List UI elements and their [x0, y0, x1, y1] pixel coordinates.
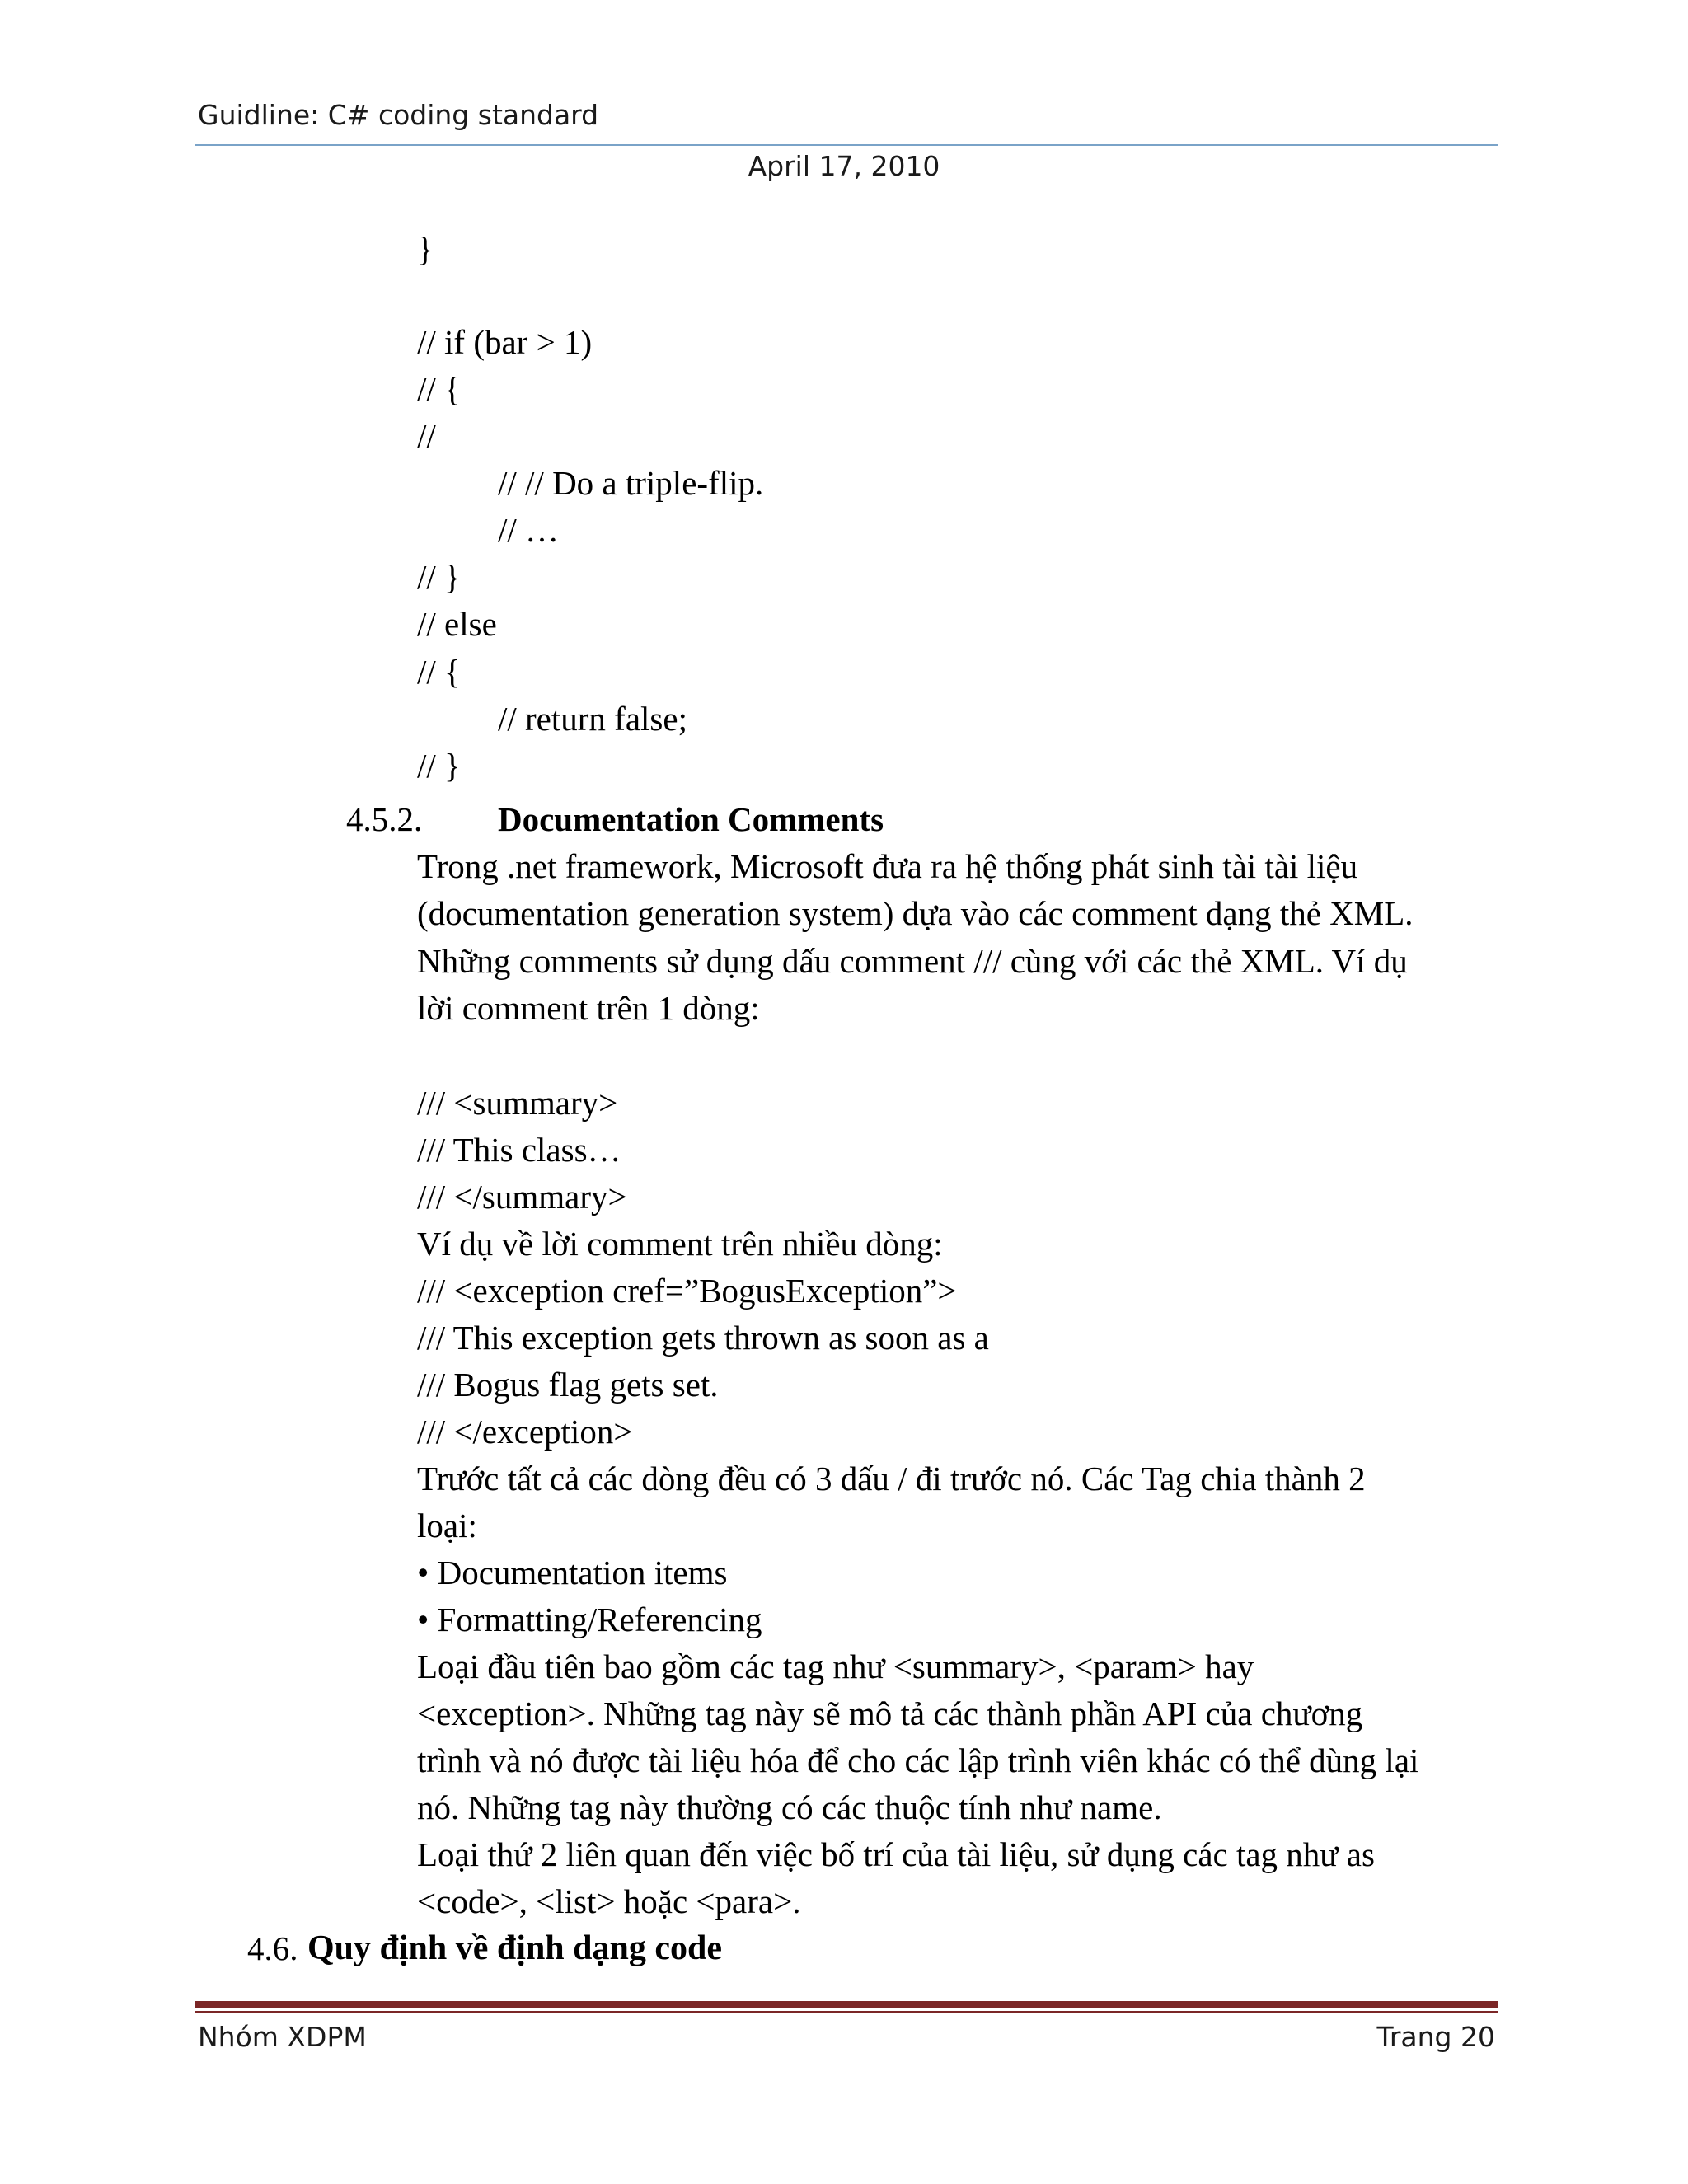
code-line: // {: [417, 653, 461, 691]
code-line: /// Bogus flag gets set.: [417, 1366, 719, 1404]
section-number: 4.5.2.: [346, 800, 423, 838]
paragraph-line: Những comments sử dụng dấu comment /// cùng với các thẻ XML. Ví dụ: [417, 942, 1408, 980]
paragraph-line: loại:: [417, 1507, 477, 1544]
paragraph-line: <exception>. Những tag này sẽ mô tả các thành phần API của chương: [417, 1694, 1363, 1732]
code-line: /// </summary>: [417, 1178, 627, 1216]
header-date: April 17, 2010: [748, 150, 940, 182]
section-title: Documentation Comments: [498, 800, 884, 838]
code-line: /// </exception>: [417, 1413, 633, 1451]
footer-divider-thin: [195, 2011, 1498, 2013]
paragraph-line: nó. Những tag này thường có các thuộc tính như name.: [417, 1788, 1162, 1826]
code-line: }: [417, 230, 434, 268]
footer-group: Nhóm XDPM: [198, 2021, 367, 2053]
code-line: // return false;: [498, 700, 687, 738]
code-line: // }: [417, 558, 461, 596]
code-line: // // Do a triple-flip.: [498, 464, 764, 502]
paragraph-line: <code>, <list> hoặc <para>.: [417, 1882, 801, 1920]
paragraph-line: Loại thứ 2 liên quan đến việc bố trí của tài liệu, sử dụng các tag như as: [417, 1835, 1375, 1873]
bullet-item: • Documentation items: [417, 1554, 728, 1591]
footer-divider: [195, 2001, 1498, 2008]
section-title: Quy định về định dạng code: [307, 1929, 723, 1967]
section-number: 4.6.: [247, 1929, 298, 1967]
paragraph-line: Trước tất cả các dòng đều có 3 dấu / đi trước nó. Các Tag chia thành 2: [417, 1460, 1366, 1497]
code-line: // if (bar > 1): [417, 323, 593, 361]
header-title: Guidline: C# coding standard: [198, 99, 599, 131]
bullet-item: • Formatting/Referencing: [417, 1601, 762, 1638]
code-line: /// <summary>: [417, 1084, 618, 1122]
code-line: //: [417, 417, 436, 455]
paragraph-line: Loại đầu tiên bao gồm các tag như <summary>, <param> hay: [417, 1647, 1254, 1685]
paragraph-line: trình và nó được tài liệu hóa để cho các lập trình viên khác có thể dùng lại: [417, 1741, 1419, 1779]
paragraph-line: lời comment trên 1 dòng:: [417, 989, 760, 1027]
code-line: // else: [417, 605, 497, 643]
footer-page-number: Trang 20: [1376, 2021, 1495, 2053]
code-line: /// This class…: [417, 1131, 621, 1169]
paragraph-line: Ví dụ về lời comment trên nhiều dòng:: [417, 1225, 943, 1263]
code-line: // …: [498, 511, 560, 549]
code-line: /// This exception gets thrown as soon as a: [417, 1319, 989, 1357]
paragraph-line: Trong .net framework, Microsoft đưa ra hệ thống phát sinh tài tài liệu: [417, 847, 1358, 885]
code-line: // }: [417, 747, 461, 785]
code-line: // {: [417, 370, 461, 408]
code-line: /// <exception cref=”BogusException”>: [417, 1272, 957, 1310]
paragraph-line: (documentation generation system) dựa vào các comment dạng thẻ XML.: [417, 894, 1414, 932]
